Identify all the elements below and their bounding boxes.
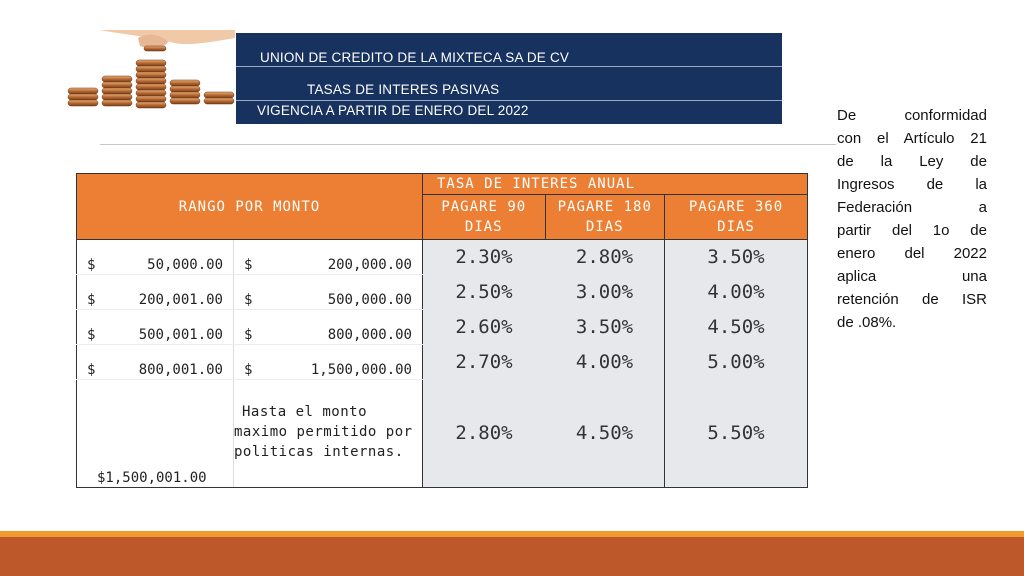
rate-360: 4.00% xyxy=(665,275,808,310)
range-header: RANGO POR MONTO xyxy=(77,174,423,240)
rate-360: 5.50% xyxy=(665,380,808,488)
range-to: $ 200,000.00 xyxy=(234,240,423,275)
annual-rate-header: TASA DE INTERES ANUAL xyxy=(423,174,808,195)
note-line: partir del 1o de xyxy=(837,222,987,239)
table-row xyxy=(77,240,808,275)
note-line: de la Ley de xyxy=(837,153,987,170)
rate-180: 4.50% xyxy=(545,380,665,488)
rate-180: 2.80% xyxy=(545,240,665,275)
range-from: $ 800,001.00 xyxy=(77,345,234,380)
note-line: con el Artículo 21 xyxy=(837,130,987,147)
banner-subtitle: TASAS DE INTERES PASIVAS xyxy=(307,82,500,97)
interest-rate-table xyxy=(76,173,808,488)
note-line: aplica una xyxy=(837,268,987,285)
rate-360: 3.50% xyxy=(665,240,808,275)
rate-360: 4.50% xyxy=(665,310,808,345)
rate-90: 2.80% xyxy=(423,380,546,488)
range-from: $ 50,000.00 xyxy=(77,240,234,275)
table-row xyxy=(77,380,808,488)
note-line: de .08%. xyxy=(837,314,897,331)
rate-180: 3.00% xyxy=(545,275,665,310)
note-line: De conformidad xyxy=(837,107,987,124)
banner-divider xyxy=(236,100,782,101)
banner-divider xyxy=(236,66,782,67)
rate-180: 3.50% xyxy=(545,310,665,345)
isr-retention-note xyxy=(837,104,987,334)
note-line: retención de ISR xyxy=(837,291,987,308)
rate-90: 2.50% xyxy=(423,275,546,310)
term-header-360: PAGARE 360 DIAS xyxy=(665,195,808,240)
note-line: Federación a xyxy=(837,199,987,216)
rate-90: 2.30% xyxy=(423,240,546,275)
range-to: $ 1,500,000.00 xyxy=(234,345,423,380)
company-name: UNION DE CREDITO DE LA MIXTECA SA DE CV xyxy=(260,50,570,65)
table-row xyxy=(77,275,808,310)
rate-90: 2.70% xyxy=(423,345,546,380)
range-from: $1,500,001.00 xyxy=(77,380,234,488)
rate-360: 5.00% xyxy=(665,345,808,380)
range-to: $ 800,000.00 xyxy=(234,310,423,345)
note-line: enero del 2022 xyxy=(837,245,987,262)
note-line: Ingresos de la xyxy=(837,176,987,193)
rate-180: 4.00% xyxy=(545,345,665,380)
term-header-90: PAGARE 90 DIAS xyxy=(423,195,546,240)
table-row xyxy=(77,310,808,345)
coins-hand-icon xyxy=(60,30,240,112)
divider-line xyxy=(100,144,836,145)
range-from: $ 200,001.00 xyxy=(77,275,234,310)
table-row xyxy=(77,345,808,380)
range-to: $ 500,000.00 xyxy=(234,275,423,310)
header-banner xyxy=(236,33,782,124)
footer-bar xyxy=(0,537,1024,576)
banner-validity: VIGENCIA A PARTIR DE ENERO DEL 2022 xyxy=(257,103,529,118)
range-from: $ 500,001.00 xyxy=(77,310,234,345)
term-header-180: PAGARE 180 DIAS xyxy=(545,195,665,240)
rate-90: 2.60% xyxy=(423,310,546,345)
range-to-internal-policy: Hasta el monto maximo permitido por politicas internas. xyxy=(234,380,423,488)
